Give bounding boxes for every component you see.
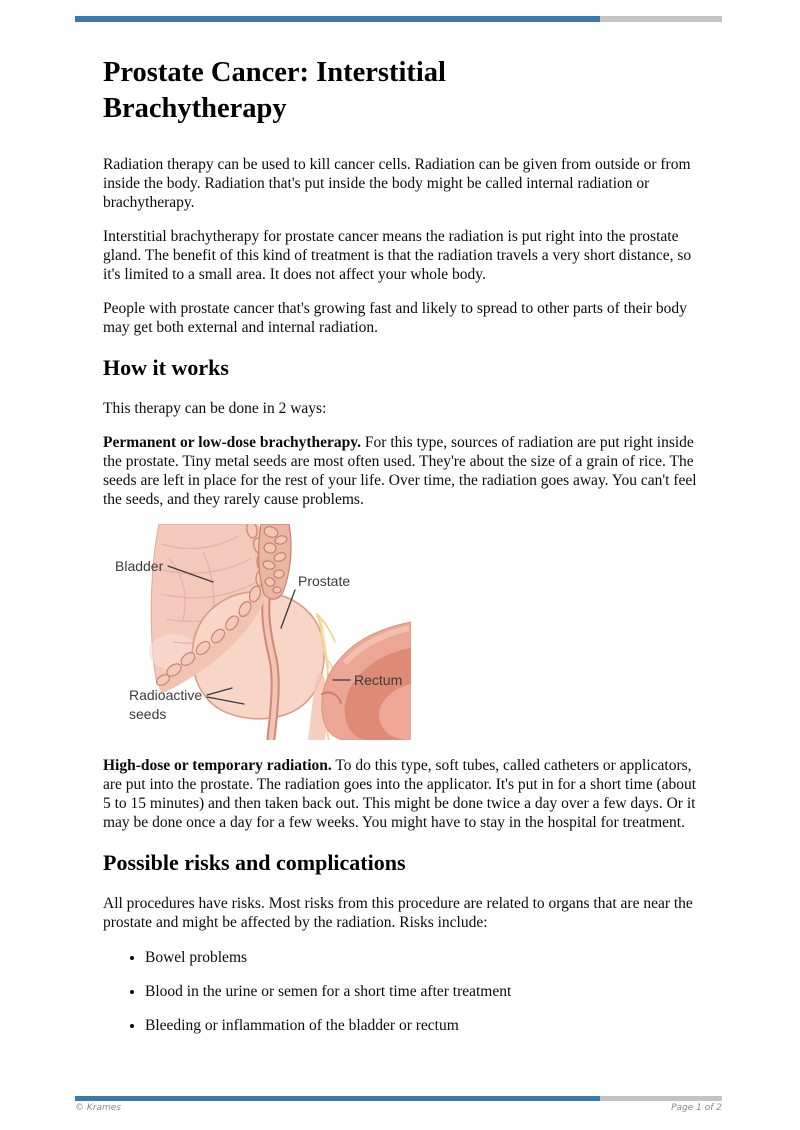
bladder-label: Bladder <box>115 558 164 574</box>
paragraph-interstitial-definition: Interstitial brachytherapy for prostate cancer means the radiation is put right into the prostate gland. The benefit of this kind of treatment is that the radiation travels a very short distance, so it's limited to a small area. It does not affect your whole body. <box>103 228 692 283</box>
anatomy-figure <box>111 524 411 740</box>
paragraph-permanent-brachytherapy <box>103 433 703 509</box>
high-dose-text: To do this type, soft tubes, called catheters or applicators, are put into the prostate. The radiation goes into the applicator. It's put in for a short time (about 5 to 15 minutes) and then taken back out. This might be done twice a day over a few days. Or it may be done once a day for a few weeks. You might have to stay in the hospital for treatment. <box>103 757 697 831</box>
radioactive-seeds-label-line2: seeds <box>129 706 167 722</box>
list-item-text: Bowel problems <box>145 949 248 966</box>
accent-bar-gray-segment <box>600 16 722 22</box>
page-title-line2: Brachytherapy <box>103 93 287 124</box>
risks-list <box>103 948 703 1035</box>
footer-copyright: © Krames <box>75 1103 121 1113</box>
footer-bar-blue-segment <box>75 1096 600 1101</box>
permanent-brachytherapy-lead: Permanent or low-dose brachytherapy. <box>103 434 362 451</box>
page-title-line1: Prostate Cancer: Interstitial <box>103 57 446 88</box>
anatomy-illustration <box>111 524 411 740</box>
permanent-brachytherapy-text: For this type, sources of radiation are put right inside the prostate. Tiny metal seeds are most often used. They're about the size of a grain of rice. The seeds are left in place for the rest of your life. Over time, the radiation goes away. You can't feel the seeds, and they rarely cause problems. <box>103 434 697 508</box>
list-item-blood <box>145 982 703 1001</box>
section-heading-risks: Possible risks and complications <box>103 850 406 875</box>
section-heading-how-it-works: How it works <box>103 355 229 380</box>
list-item-bleeding <box>145 1016 703 1035</box>
rectum-label: Rectum <box>354 672 403 688</box>
paragraph-high-dose <box>103 756 703 832</box>
footer <box>75 1103 722 1113</box>
paragraph-radiation-overview: Radiation therapy can be used to kill cancer cells. Radiation can be given from outside or from inside the body. Radiation that's put inside the body might be called internal radiation or brachytherapy. <box>103 156 691 211</box>
page-title <box>103 55 703 127</box>
high-dose-lead: High-dose or temporary radiation. <box>103 757 332 774</box>
list-item-text: Bleeding or inflammation of the bladder or rectum <box>145 1017 459 1034</box>
paragraph-two-ways: This therapy can be done in 2 ways: <box>103 400 327 417</box>
radioactive-seeds-label-line1: Radioactive <box>129 687 203 703</box>
seminal-vesicles <box>259 524 291 599</box>
footer-bar-gray-segment <box>600 1096 722 1101</box>
paragraph-external-internal: People with prostate cancer that's growing fast and likely to spread to other parts of their body may get both external and internal radiation. <box>103 300 687 336</box>
paragraph-risks-intro: All procedures have risks. Most risks from this procedure are related to organs that are near the prostate and might be affected by the radiation. Risks include: <box>103 895 693 931</box>
top-accent-bar <box>75 16 722 22</box>
footer-page-number: Page 1 of 2 <box>671 1103 722 1113</box>
prostate-label: Prostate <box>298 573 351 589</box>
accent-bar-blue-segment <box>75 16 600 22</box>
footer-accent-bar <box>75 1096 722 1101</box>
list-item-text: Blood in the urine or semen for a short time after treatment <box>145 983 512 1000</box>
document-content <box>103 55 703 1050</box>
list-item-bowel <box>145 948 703 967</box>
